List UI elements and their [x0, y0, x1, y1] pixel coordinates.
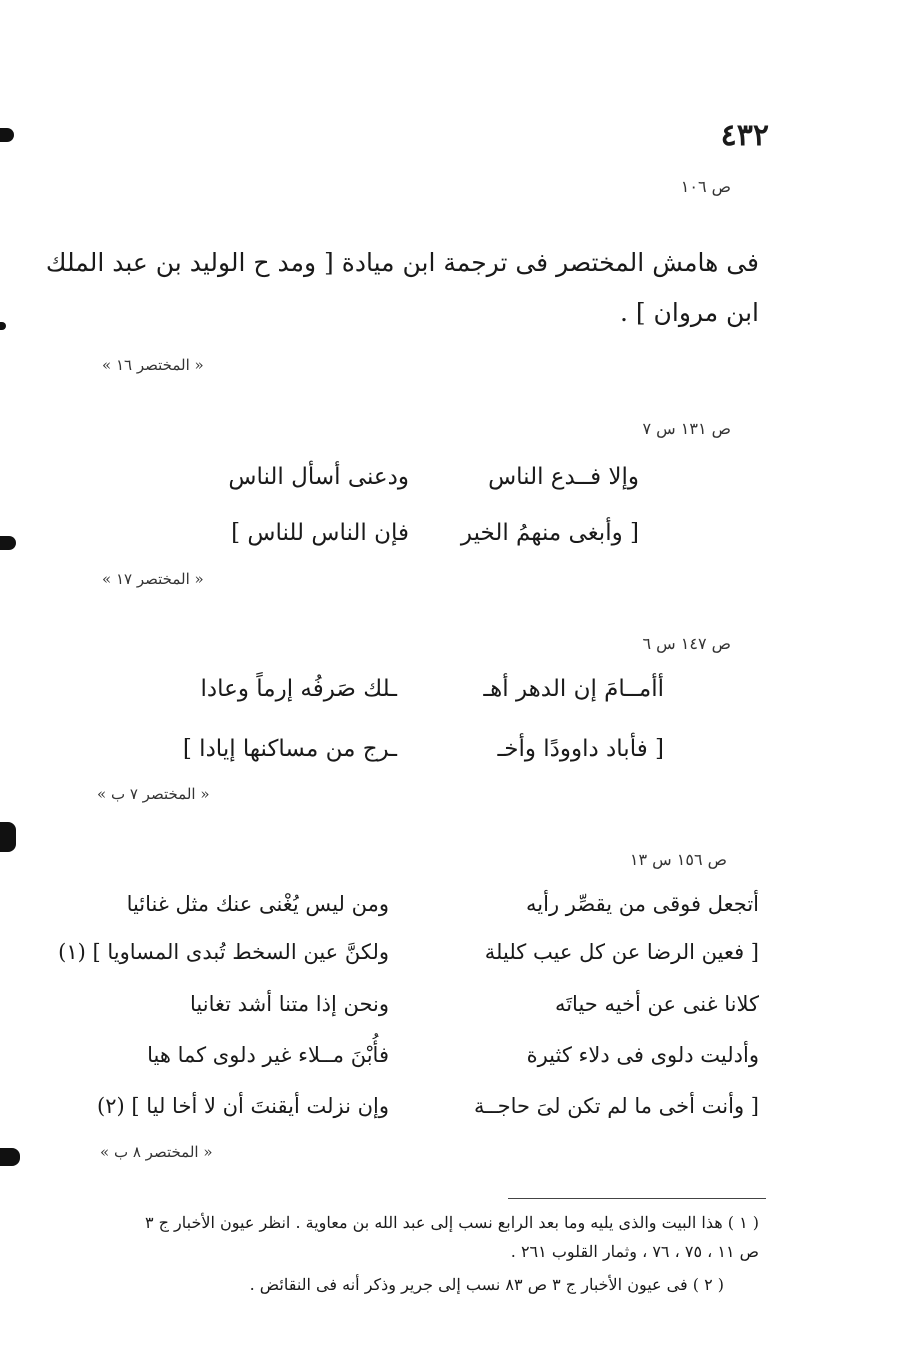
verse-first-hemistich: أتجعل فوقى من يقصِّر رأيه: [526, 892, 759, 916]
source-citation: « المختصر ٧ ب »: [97, 785, 210, 803]
verse-second-hemistich: ونحن إذا متنا أشد تغانيا: [190, 992, 389, 1016]
footnote-line: ( ١ ) هذا البيت والذى يليه وما بعد الرابع نسب إلى عبد الله بن معاوية . انظر عيون الأخبار ج ٣: [144, 1213, 759, 1232]
verse-second-hemistich: فأُبْنَ مــلاء غير دلوى كما هيا: [147, 1043, 389, 1067]
footnote-line: ص ١١ ، ٧٥ ، ٧٦ ، وثمار القلوب ٢٦١ .: [510, 1242, 759, 1261]
prose-line: ابن مروان ] .: [619, 298, 759, 327]
section-reference: ص ١٥٦ س ١٣: [629, 850, 727, 869]
scan-edge-mark: [0, 536, 16, 550]
verse-second-hemistich: فإن الناس للناس ]: [231, 520, 409, 546]
verse-first-hemistich: وأدليت دلوى فى دلاء كثيرة: [526, 1043, 759, 1067]
verse-first-hemistich: وإلا فــدع الناس: [488, 464, 639, 490]
verse-first-hemistich: [ وأبغى منهمُ الخير: [460, 520, 639, 546]
verse-first-hemistich: [ وأنت أخى ما لم تكن لىَ حاجــة: [474, 1094, 759, 1118]
section-reference: ص ١٤٧ س ٦: [642, 634, 731, 653]
verse-second-hemistich: وإن نزلت أيقنتَ أن لا أخا ليا ] (٢): [97, 1094, 389, 1118]
footnote-separator: [508, 1198, 766, 1199]
verse-second-hemistich: ودعنى أسأل الناس: [228, 464, 409, 490]
verse-first-hemistich: أأمــامَ إن الدهر أهـ: [483, 676, 664, 702]
scan-edge-mark: [0, 822, 16, 852]
source-citation: « المختصر ١٦ »: [102, 356, 204, 374]
verse-first-hemistich: [ فعين الرضا عن كل عيب كليلة: [484, 940, 759, 964]
scan-edge-mark: [0, 322, 6, 330]
verse-second-hemistich: ـلك صَرفُه إرماً وعادا: [200, 676, 397, 702]
scan-edge-mark: [0, 128, 14, 142]
scan-edge-mark: [0, 1148, 20, 1166]
source-citation: « المختصر ٨ ب »: [100, 1143, 213, 1161]
prose-line: فى هامش المختصر فى ترجمة ابن ميادة [ ومد ح الوليد بن عبد الملك: [45, 248, 759, 277]
verse-second-hemistich: ولكنَّ عين السخط تُبدى المساويا ] (١): [58, 940, 389, 964]
source-citation: « المختصر ١٧ »: [102, 570, 204, 588]
footnote-line: ( ٢ ) فى عيون الأخبار ج ٣ ص ٨٣ نسب إلى جرير وذكر أنه فى النقائض .: [249, 1275, 724, 1294]
section-reference: ص ١٣١ س ٧: [642, 419, 731, 438]
verse-first-hemistich: [ فأباد داوودًا وأخـ: [497, 736, 664, 762]
page-number: ٤٣٢: [720, 118, 769, 153]
section-reference: ص ١٠٦: [680, 177, 731, 196]
verse-second-hemistich: ومن ليس يُغْنى عنك مثل غنائيا: [126, 892, 389, 916]
verse-first-hemistich: كلانا غنى عن أخيه حياتَه: [554, 992, 759, 1016]
verse-second-hemistich: ـرج من مساكنها إيادا ]: [182, 736, 397, 762]
